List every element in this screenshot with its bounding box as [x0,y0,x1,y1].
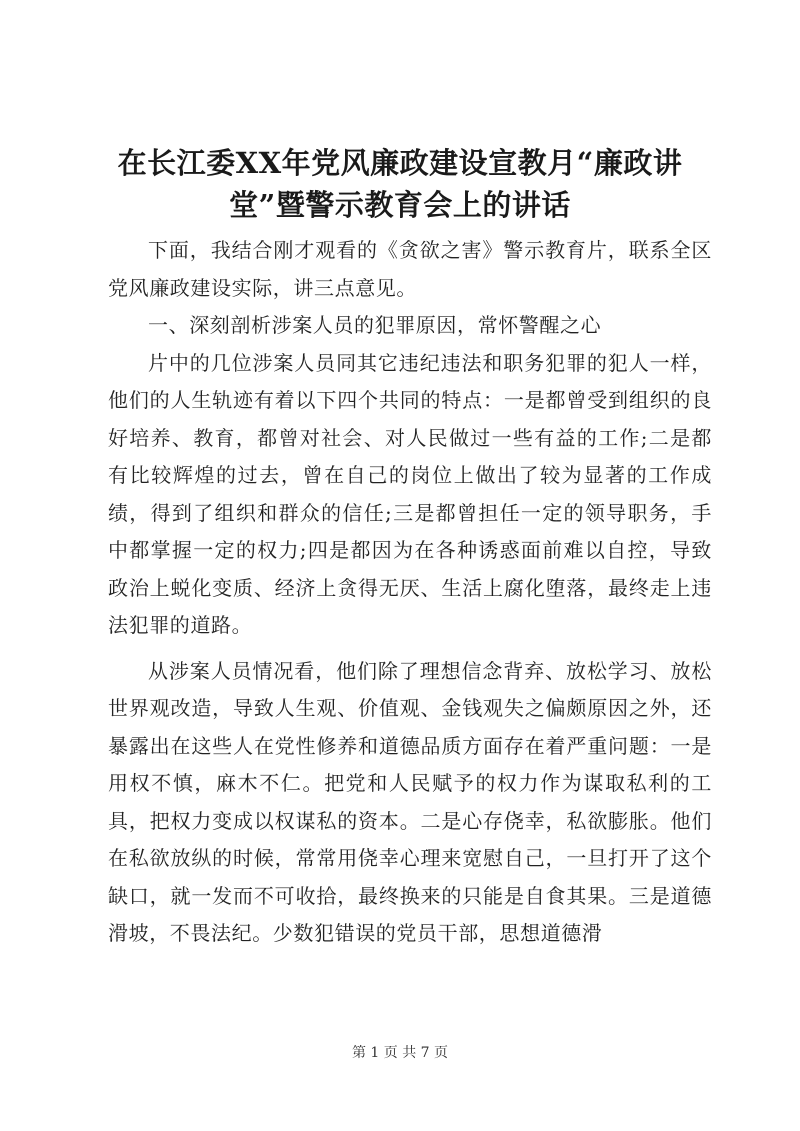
title-line-1: 在长江委XX年党风廉政建设宣教月“廉政讲 [117,146,683,180]
body-paragraph: 片中的几位涉案人员同其它违纪违法和职务犯罪的犯人一样，他们的人生轨迹有着以下四个共同的特点：一是都曾受到组织的良好培养、教育，都曾对社会、对人民做过一些有益的工作;二是都有比较辉煌的过去，曾在自己的岗位上做出了较为显著的工作成绩，得到了组织和群众的信任;三是都曾担任一定的领导职务，手中都掌握一定的权力;四是都因为在各种诱惑面前难以自控，导致政治上蜕化变质、经济上贪得无厌、生活上腐化堕落，最终走上违法犯罪的道路。 [108,350,712,637]
document-body [108,232,712,953]
section-heading: 一、深刻剖析涉案人员的犯罪原因，常怀警醒之心 [148,313,602,337]
page-number-footer: 第 1 页 共 7 页 [351,1045,449,1061]
document-title [60,142,740,226]
intro-paragraph: 下面，我结合刚才观看的《贪欲之害》警示教育片，联系全区党风廉政建设实际，讲三点意见。 [108,238,712,300]
title-line-2: 堂”暨警示教育会上的讲话 [229,188,571,222]
body-paragraph: 从涉案人员情况看，他们除了理想信念背弃、放松学习、放松世界观改造，导致人生观、价值观、金钱观失之偏颇原因之外，还暴露出在这些人在党性修养和道德品质方面存在着严重问题：一是用权不慎，麻木不仁。把党和人民赋予的权力作为谋取私利的工具，把权力变成以权谋私的资本。二是心存侥幸，私欲膨胀。他们在私欲放纵的时候，常常用侥幸心理来宽慰自己，一旦打开了这个缺口，就一发而不可收拾，最终换来的只能是自食其果。三是道德滑坡，不畏法纪。少数犯错误的党员干部，思想道德滑 [108,658,712,945]
